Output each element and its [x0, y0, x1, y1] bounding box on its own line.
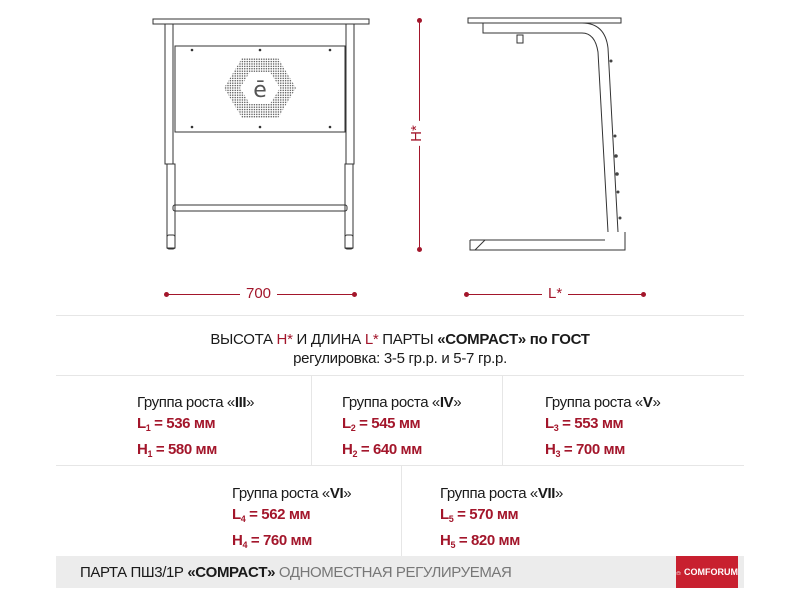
divider: [401, 465, 402, 556]
svg-text:ē: ē: [253, 78, 267, 103]
height-value: $H_4 = 760$ мм: [232, 532, 312, 550]
group-card-IV: Группа роста «IV» $L_2 = 545$ мм $H_2 = 640$ мм: [342, 392, 461, 465]
group-card-V: Группа роста «V» $L_3 = 553$ мм $H_3 = 700$ мм: [545, 392, 660, 465]
dimension-dot: [417, 247, 422, 252]
width-label: 700: [240, 285, 277, 302]
height-label: H*: [408, 121, 425, 146]
length-value: $L_4 = 562$ мм: [232, 506, 311, 524]
footer-bar: [56, 556, 744, 588]
height-value: $H_5 = 820$ мм: [440, 532, 520, 550]
divider: [56, 315, 744, 316]
group-card-III: Группа роста «III» $L_1 = 536$ мм $H_1 = 580$ мм: [137, 392, 254, 465]
dimension-dot: [464, 292, 469, 297]
group-card-VI: Группа роста «VI» $L_4 = 562$ мм $H_4 = 760$ мм: [232, 483, 351, 556]
height-value: $H_1 = 580$ мм: [137, 441, 217, 459]
brand-signal-icon: [676, 568, 681, 577]
height-value: $H_3 = 700$ мм: [545, 441, 625, 459]
table-heading: ВЫСОТА H* И ДЛИНА L* ПАРТЫ «COMPACT» по ГОСТ: [210, 331, 590, 348]
divider: [311, 375, 312, 465]
length-value: $L_3 = 553$ мм: [545, 415, 624, 433]
dimension-dot: [164, 292, 169, 297]
desk-side-view-drawing: [460, 10, 660, 260]
length-value: $L_5 = 570$ мм: [440, 506, 519, 524]
divider: [56, 375, 744, 376]
group-card-VII: Группа роста «VII» $L_5 = 570$ мм $H_5 = 820$ мм: [440, 483, 563, 556]
divider: [56, 465, 744, 466]
length-label: L*: [542, 285, 568, 302]
table-subheading: регулировка: 3-5 гр.р. и 5-7 гр.р.: [293, 350, 507, 367]
length-value: $L_1 = 536$ мм: [137, 415, 216, 433]
dimension-dot: [417, 18, 422, 23]
desk-front-view-drawing: [150, 10, 370, 260]
brand-logo: COMFORUM: [676, 556, 738, 588]
length-value: $L_2 = 545$ мм: [342, 415, 421, 433]
product-title: ПАРТА ПШ3/1Р «COMPACT» ОДНОМЕСТНАЯ РЕГУЛИРУЕМАЯ: [80, 564, 512, 581]
dimension-dot: [641, 292, 646, 297]
dimension-dot: [352, 292, 357, 297]
divider: [502, 375, 503, 465]
height-value: $H_2 = 640$ мм: [342, 441, 422, 459]
